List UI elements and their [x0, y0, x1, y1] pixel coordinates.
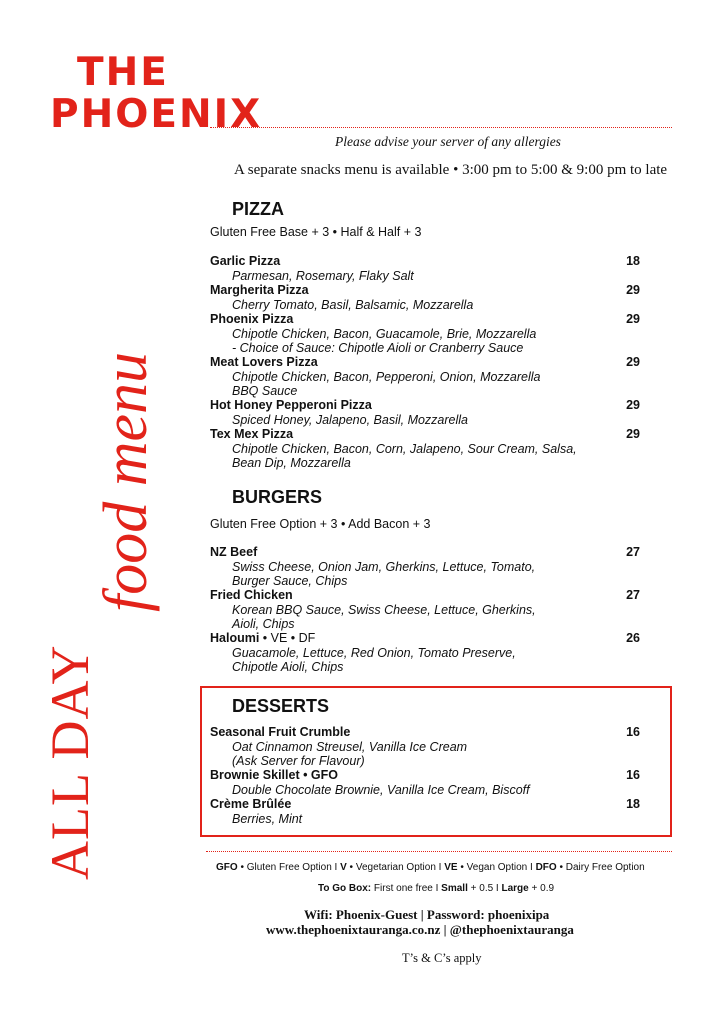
togo-small-price: + 0.5 I: [467, 883, 502, 894]
logo: [50, 52, 262, 136]
menu-item: [210, 588, 640, 632]
allergy-note: Please advise your server of any allergies: [335, 134, 561, 149]
item-desc: Swiss Cheese, Onion Jam, Gherkins, Lettuce, Tomato,: [232, 559, 536, 574]
item-price: 29: [626, 398, 640, 412]
item-desc: Cherry Tomato, Basil, Balsamic, Mozzarella: [232, 297, 474, 312]
burgers-title: BURGERS: [232, 487, 323, 507]
item-price: 29: [626, 355, 640, 369]
togo-large-price: + 0.9: [528, 883, 555, 894]
menu-item: [210, 768, 640, 797]
legend-gfo: GFO: [216, 862, 238, 873]
item-name: Hot Honey Pepperoni Pizza: [210, 398, 372, 412]
item-name: Fried Chicken: [210, 588, 293, 602]
menu-item: [210, 725, 640, 769]
item-price: 27: [626, 545, 640, 559]
terms-note: T’s & C’s apply: [402, 951, 482, 965]
item-price: 26: [626, 631, 640, 645]
item-desc: Chipotle Chicken, Bacon, Guacamole, Brie, Mozzarella: [232, 326, 537, 341]
legend-ve: VE: [444, 862, 458, 873]
item-price: 29: [626, 427, 640, 441]
logo-line-2: PHOENIX: [50, 92, 263, 137]
item-price: 29: [626, 312, 640, 326]
pizza-title: PIZZA: [232, 199, 284, 219]
togo-text: First one free I: [371, 883, 442, 894]
desserts-title: DESSERTS: [232, 696, 330, 716]
item-name: Seasonal Fruit Crumble: [210, 725, 351, 739]
item-desc: Spiced Honey, Jalapeno, Basil, Mozzarella: [232, 412, 469, 427]
website-info: www.thephoenixtauranga.co.nz | @thephoenixtauranga: [266, 922, 574, 937]
logo-line-1: THE: [77, 50, 169, 95]
legend-gfo-text: • Gluten Free Option I: [237, 862, 341, 873]
togo-large: Large: [501, 883, 529, 894]
item-price: 29: [626, 283, 640, 297]
togo-small: Small: [441, 883, 468, 894]
item-desc: Double Chocolate Brownie, Vanilla Ice Cream, Biscoff: [232, 782, 530, 797]
header-divider: [210, 127, 672, 128]
burgers-subtitle: Gluten Free Option + 3 • Add Bacon + 3: [210, 517, 431, 531]
item-name: Haloumi: [210, 631, 260, 645]
item-price: 18: [626, 797, 640, 811]
item-desc: Berries, Mint: [232, 811, 303, 826]
item-name: Tex Mex Pizza: [210, 427, 294, 441]
to-go-box-note: [318, 883, 554, 894]
menu-item: [210, 427, 640, 471]
menu-item: [210, 398, 640, 427]
item-desc: (Ask Server for Flavour): [232, 754, 365, 768]
item-name: Meat Lovers Pizza: [210, 355, 318, 369]
menu-item: [210, 797, 640, 826]
item-name: Brownie Skillet • GFO: [210, 768, 339, 782]
item-desc: Parmesan, Rosemary, Flaky Salt: [232, 268, 414, 283]
menu-item: [210, 545, 640, 589]
togo-label: To Go Box:: [318, 883, 372, 894]
dietary-legend: [216, 862, 645, 873]
legend-v: V: [340, 862, 347, 873]
legend-ve-text: • Vegan Option I: [457, 862, 536, 873]
food-menu-title: food menu: [92, 351, 160, 612]
footer-divider: [206, 851, 672, 852]
item-desc: BBQ Sauce: [232, 384, 298, 398]
item-name: Phoenix Pizza: [210, 312, 294, 326]
menu-item: [210, 283, 640, 312]
item-desc: Korean BBQ Sauce, Swiss Cheese, Lettuce, Gherkins,: [232, 602, 536, 617]
item-price: 27: [626, 588, 640, 602]
item-price: 16: [626, 768, 640, 782]
snacks-note: A separate snacks menu is available • 3:00 pm to 5:00 & 9:00 pm to late: [234, 162, 668, 178]
item-name: Garlic Pizza: [210, 254, 281, 268]
item-name: NZ Beef: [210, 545, 258, 559]
item-price: 16: [626, 725, 640, 739]
item-name: Crème Brûlée: [210, 797, 292, 811]
item-desc: Chipotle Aioli, Chips: [232, 660, 344, 674]
item-desc: Aioli, Chips: [232, 617, 295, 631]
item-desc: Burger Sauce, Chips: [232, 574, 348, 588]
item-desc: Chipotle Chicken, Bacon, Pepperoni, Onion, Mozzarella: [232, 369, 541, 384]
item-desc: Chipotle Chicken, Bacon, Corn, Jalapeno, Sour Cream, Salsa,: [232, 441, 577, 456]
item-name: Margherita Pizza: [210, 283, 309, 297]
menu-item: [210, 631, 640, 675]
item-desc: - Choice of Sauce: Chipotle Aioli or Cranberry Sauce: [232, 341, 524, 355]
item-tag: • VE • DF: [259, 631, 316, 645]
menu-item: [210, 312, 640, 356]
item-price: 18: [626, 254, 640, 268]
item-desc: Oat Cinnamon Streusel, Vanilla Ice Cream: [232, 739, 468, 754]
wifi-info: Wifi: Phoenix-Guest | Password: phoenixipa: [304, 907, 550, 922]
item-desc: Guacamole, Lettuce, Red Onion, Tomato Preserve,: [232, 645, 516, 660]
item-desc: Bean Dip, Mozzarella: [232, 456, 351, 470]
pizza-subtitle: Gluten Free Base + 3 • Half & Half + 3: [210, 225, 422, 239]
menu-item: [210, 254, 640, 283]
menu-item: [210, 355, 640, 399]
legend-df: DFO: [535, 862, 557, 873]
all-day-title: ALL DAY: [40, 644, 100, 880]
legend-v-text: • Vegetarian Option I: [346, 862, 445, 873]
legend-df-text: • Dairy Free Option: [556, 862, 645, 873]
